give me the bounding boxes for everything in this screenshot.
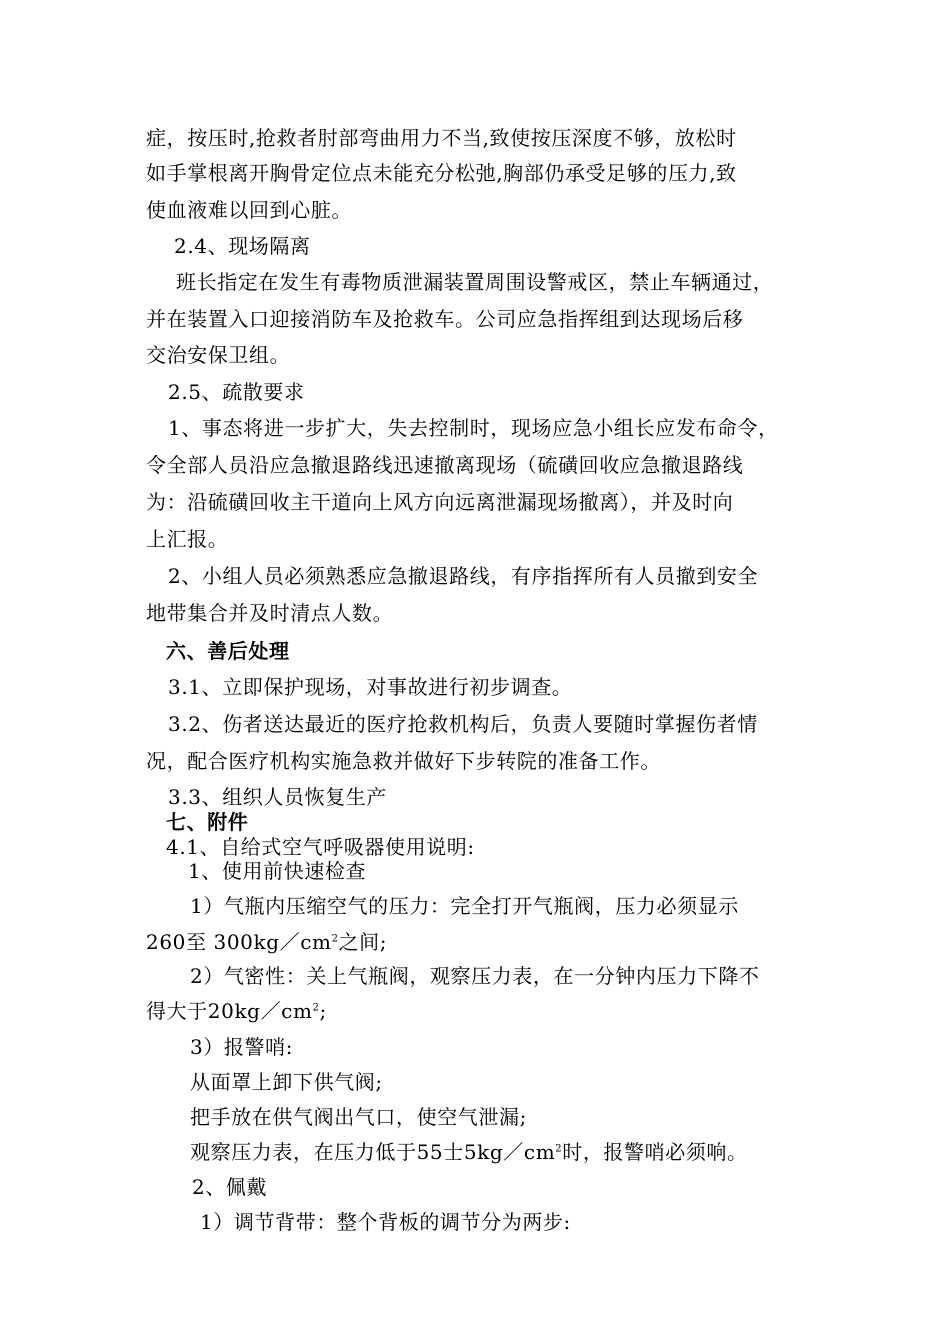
step-heading-2: 2、佩戴 (192, 1175, 268, 1199)
body-line-14: 地带集合并及时清点人数。 (146, 601, 394, 625)
max-drop-line (146, 998, 327, 1024)
section-heading-2-4: 2.4、现场隔离 (174, 234, 311, 258)
alarm-text: 观察压力表，在压力低于55士5kg／cm (190, 1140, 556, 1164)
step-heading-1: 1、使用前快速检查 (188, 859, 367, 883)
alarm-line (190, 1139, 748, 1165)
square-superscript: 2 (312, 1002, 320, 1014)
max-drop-tail: ; (319, 999, 327, 1023)
pressure-range-text: 260至 300kg／cm (146, 930, 332, 954)
body-line-23: 1）气瓶内压缩空气的压力：完全打开气瓶阀，压力必须显示 (190, 894, 739, 918)
body-line-9: 1、事态将进一步扩大，失去控制时，现场应急小组长应发布命令， (168, 416, 779, 440)
body-line-29: 把手放在供气阀出气口，使空气泄漏; (190, 1105, 527, 1129)
body-line-7: 交治安保卫组。 (146, 343, 291, 367)
chapter-heading-6: 六、善后处理 (166, 639, 290, 663)
body-line-2: 如手掌根离开胸骨定位点未能充分松弛,胸部仍承受足够的压力,致 (146, 161, 737, 185)
body-line-10: 令全部人员沿应急撤退路线迅速撤离现场（硫磺回收应急撤退路线 (146, 453, 744, 477)
body-line-3: 使血液难以回到心脏。 (146, 198, 352, 222)
body-line-18: 况，配合医疗机构实施急救并做好下步转院的准备工作。 (146, 749, 661, 773)
body-line-1: 症，按压时,抢救者肘部弯曲用力不当,致使按压深度不够，放松时 (146, 126, 737, 150)
section-heading-2-5: 2.5、疏散要求 (168, 380, 305, 404)
section-heading-4-1: 4.1、自给式空气呼吸器使用说明: (166, 835, 475, 859)
body-line-6: 并在装置入口迎接消防车及抢救车。公司应急指挥组到达现场后移 (146, 307, 744, 331)
body-line-27: 3）报警哨: (190, 1035, 294, 1059)
body-line-17: 3.2、伤者送达最近的医疗抢救机构后，负责人要随时掌握伤者情 (168, 712, 758, 736)
body-line-25: 2）气密性：关上气瓶阀，观察压力表，在一分钟内压力下降不 (190, 964, 760, 988)
pressure-range-tail: 之间; (338, 930, 388, 954)
square-superscript: 2 (331, 933, 339, 945)
body-line-19: 3.3、组织人员恢复生产 (168, 785, 388, 809)
body-line-11: 为：沿硫磺回收主干道向上风方向远离泄漏现场撤离），并及时向 (146, 490, 734, 514)
square-superscript: 2 (555, 1143, 563, 1155)
body-line-28: 从面罩上卸下供气阀; (190, 1070, 383, 1094)
chapter-heading-7: 七、附件 (166, 810, 249, 834)
body-line-16: 3.1、立即保护现场，对事故进行初步调查。 (168, 675, 573, 699)
body-line-13: 2、小组人员必须熟悉应急撤退路线，有序指挥所有人员撤到安全 (168, 564, 759, 588)
body-line-12: 上汇报。 (146, 527, 229, 551)
body-line-32: 1）调节背带：整个背板的调节分为两步: (200, 1210, 571, 1234)
alarm-tail: 时，报警哨必须响。 (562, 1140, 748, 1164)
body-line-5: 班长指定在发生有毒物质泄漏装置周围设警戒区，禁止车辆通过， (176, 270, 774, 294)
pressure-range-line (146, 929, 387, 955)
max-drop-text: 得大于20kg／cm (146, 999, 313, 1023)
